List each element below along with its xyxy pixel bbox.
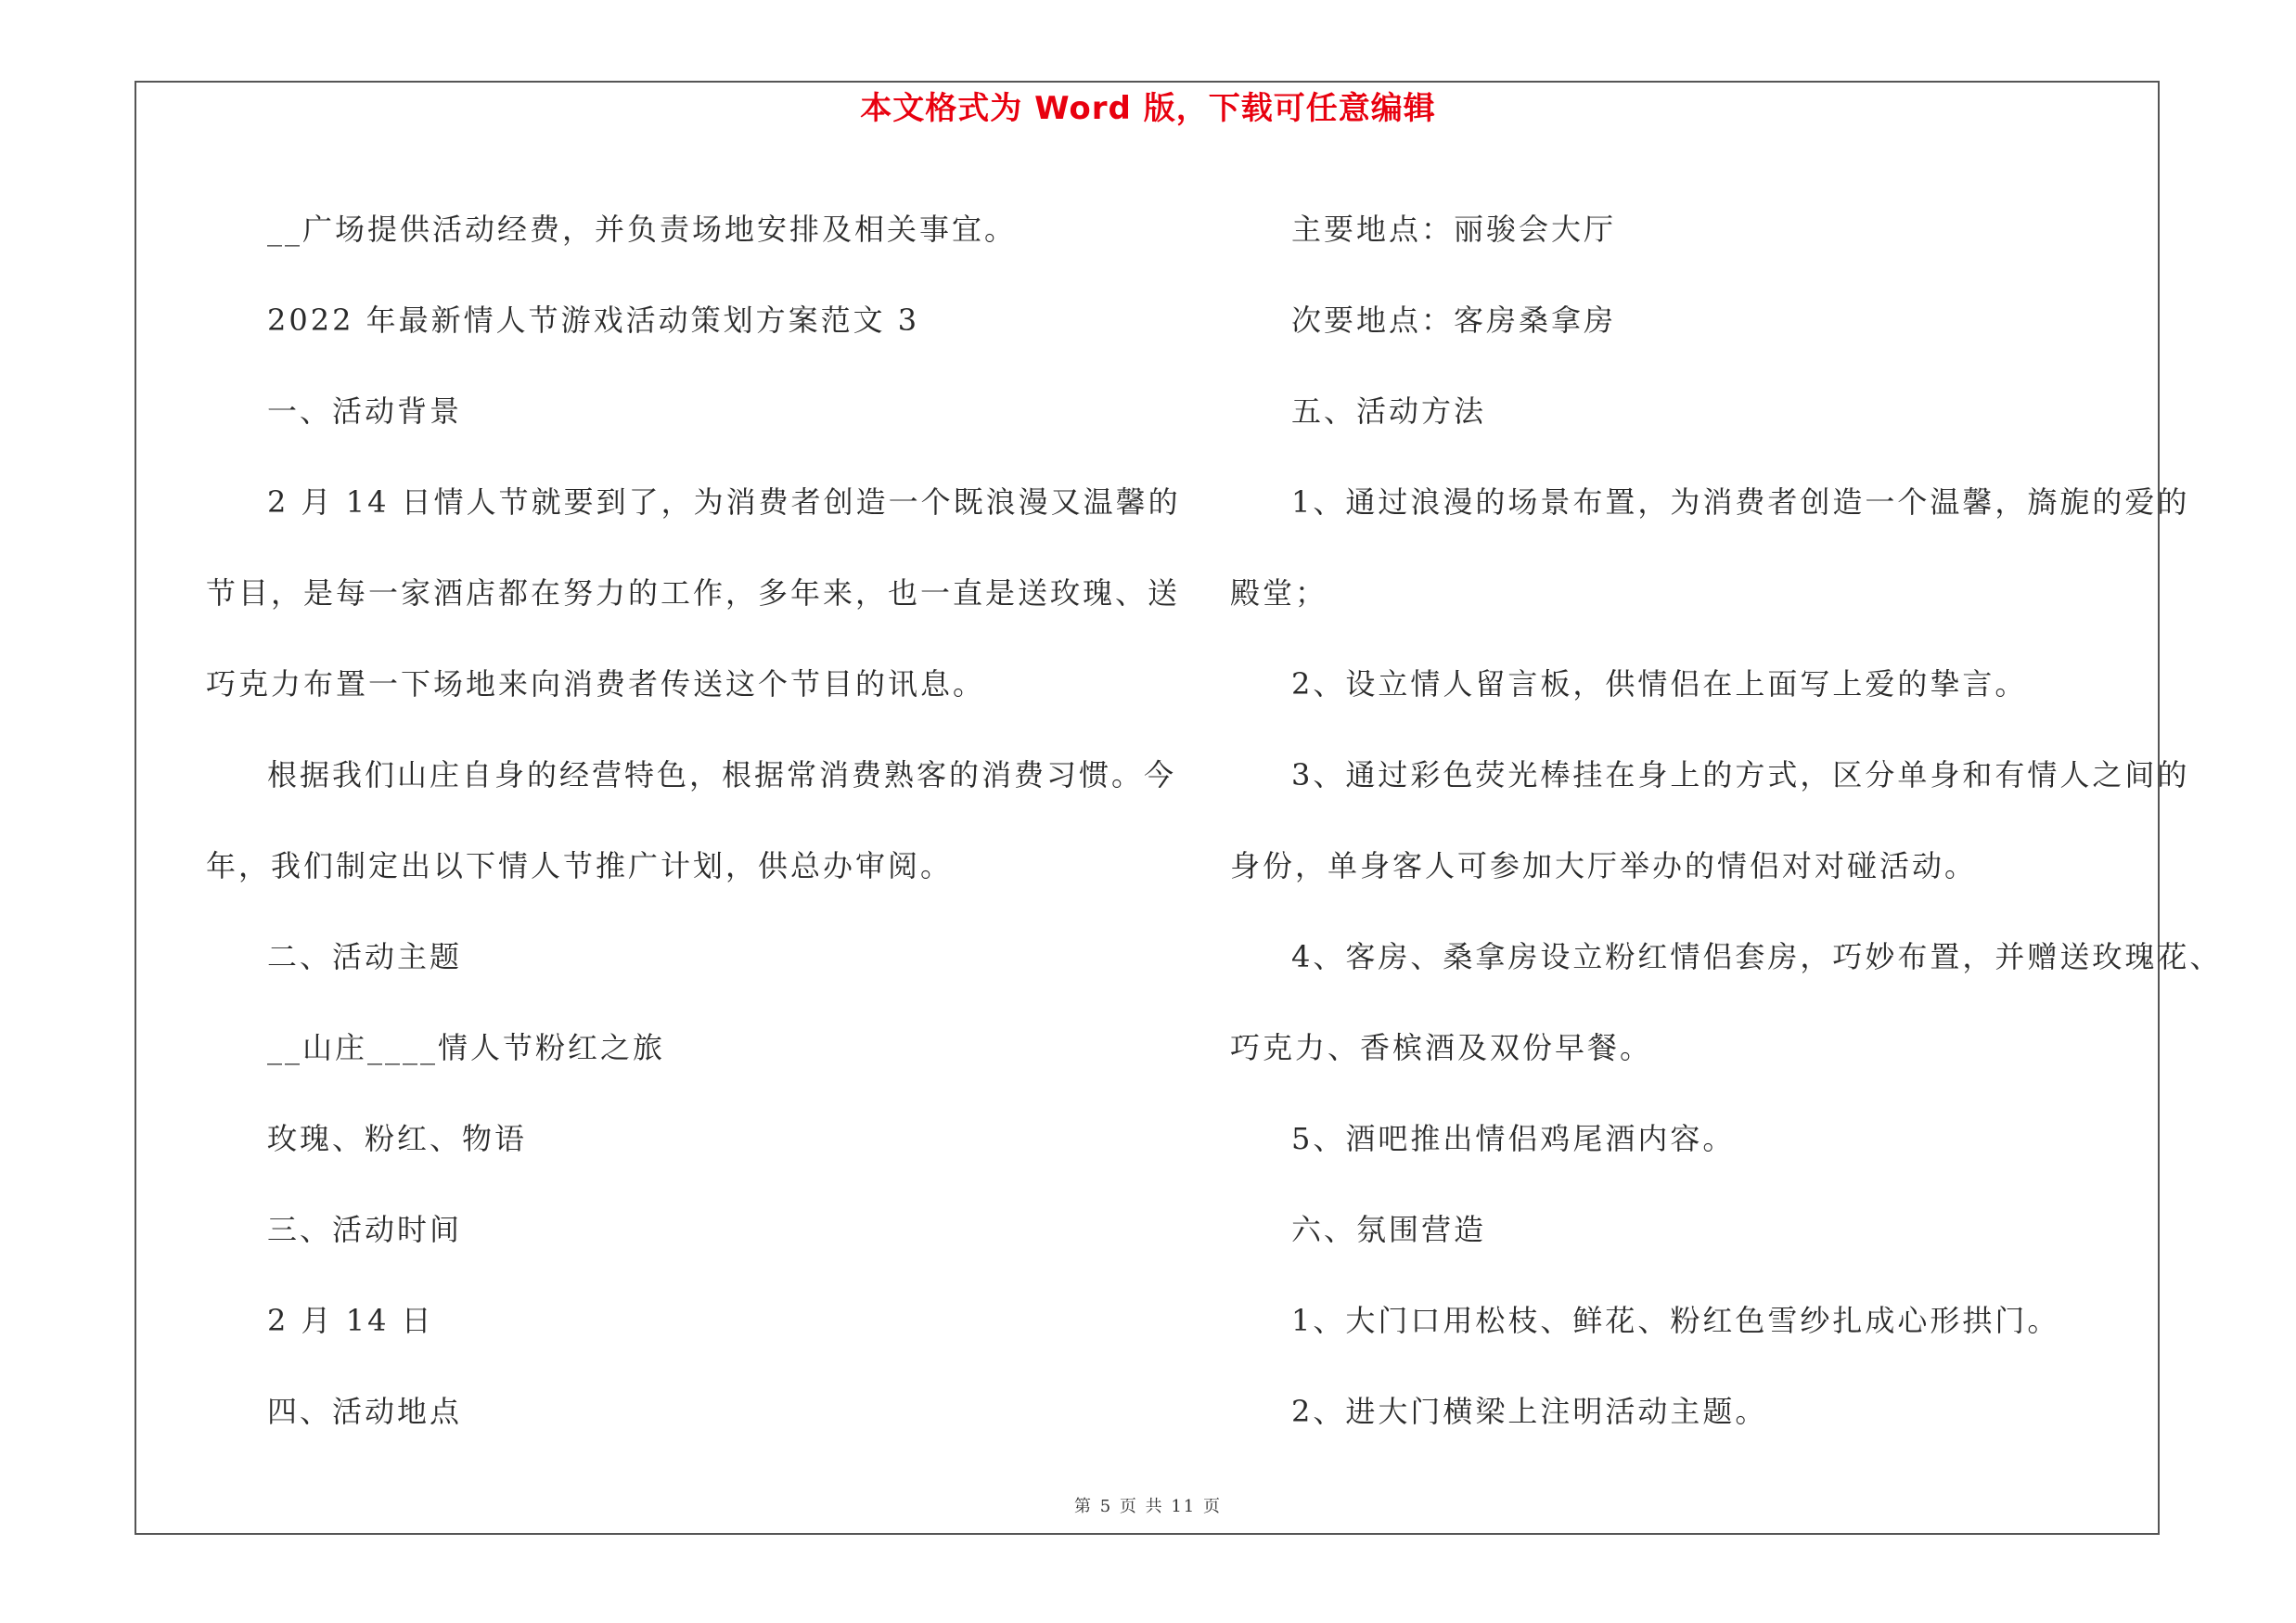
paragraph-line: 巧克力布置一下场地来向消费者传送这个节目的讯息。 <box>206 666 986 702</box>
paragraph-line: 4、客房、桑拿房设立粉红情侣套房，巧妙布置，并赠送玫瑰花、 <box>1291 939 2223 974</box>
paragraph-line: 节目，是每一家酒店都在努力的工作，多年来，也一直是送玫瑰、送 <box>206 575 1181 611</box>
paragraph-line: 3、通过彩色荧光棒挂在身上的方式，区分单身和有情人之间的 <box>1291 757 2190 792</box>
paragraph-line: 身份，单身客人可参加大厅举办的情侣对对碰活动。 <box>1230 848 1978 883</box>
paragraph-line: 六、氛围营造 <box>1291 1212 1487 1247</box>
paragraph-line: 1、通过浪漫的场景布置，为消费者创造一个温馨，旖旎的爱的 <box>1291 484 2190 520</box>
paragraph-line: 二、活动主题 <box>267 939 463 974</box>
paragraph-line: __广场提供活动经费，并负责场地安排及相关事宜。 <box>267 212 1018 247</box>
paragraph-line: 四、活动地点 <box>267 1394 463 1429</box>
paragraph-line: 2 月 14 日 <box>267 1303 434 1338</box>
paragraph-line: 5、酒吧推出情侣鸡尾酒内容。 <box>1291 1121 1736 1156</box>
paragraph-line: 巧克力、香槟酒及双份早餐。 <box>1230 1030 1653 1065</box>
paragraph-line: 主要地点：丽骏会大厅 <box>1291 212 1617 247</box>
paragraph-line: 一、活动背景 <box>267 393 463 429</box>
paragraph-line: 年，我们制定出以下情人节推广计划，供总办审阅。 <box>206 848 954 883</box>
paragraph-line: 2 月 14 日情人节就要到了，为消费者创造一个既浪漫又温馨的 <box>267 484 1181 520</box>
paragraph-line: 次要地点：客房桑拿房 <box>1291 303 1617 338</box>
word-format-banner: 本文格式为 Word 版，下载可任意编辑 <box>860 90 1436 127</box>
paragraph-line: 2、设立情人留言板，供情侣在上面写上爱的挚言。 <box>1291 666 2028 702</box>
paragraph-line: 殿堂； <box>1230 575 1328 611</box>
paragraph-line: 1、大门口用松枝、鲜花、粉红色雪纱扎成心形拱门。 <box>1291 1303 2060 1338</box>
paragraph-line: 根据我们山庄自身的经营特色，根据常消费熟客的消费习惯。今 <box>267 757 1177 792</box>
paragraph-line: 五、活动方法 <box>1291 393 1487 429</box>
paragraph-line: 三、活动时间 <box>267 1212 463 1247</box>
right-text-column <box>1230 184 2223 1457</box>
left-text-column <box>206 184 1181 1457</box>
paragraph-line: 2、进大门横梁上注明活动主题。 <box>1291 1394 1768 1429</box>
paragraph-line: __山庄____情人节粉红之旅 <box>267 1030 666 1065</box>
page-number-footer: 第 5 页 共 11 页 <box>1074 1497 1222 1516</box>
paragraph-line: 玫瑰、粉红、物语 <box>267 1121 528 1156</box>
paragraph-line: 2022 年最新情人节游戏活动策划方案范文 3 <box>267 303 920 338</box>
